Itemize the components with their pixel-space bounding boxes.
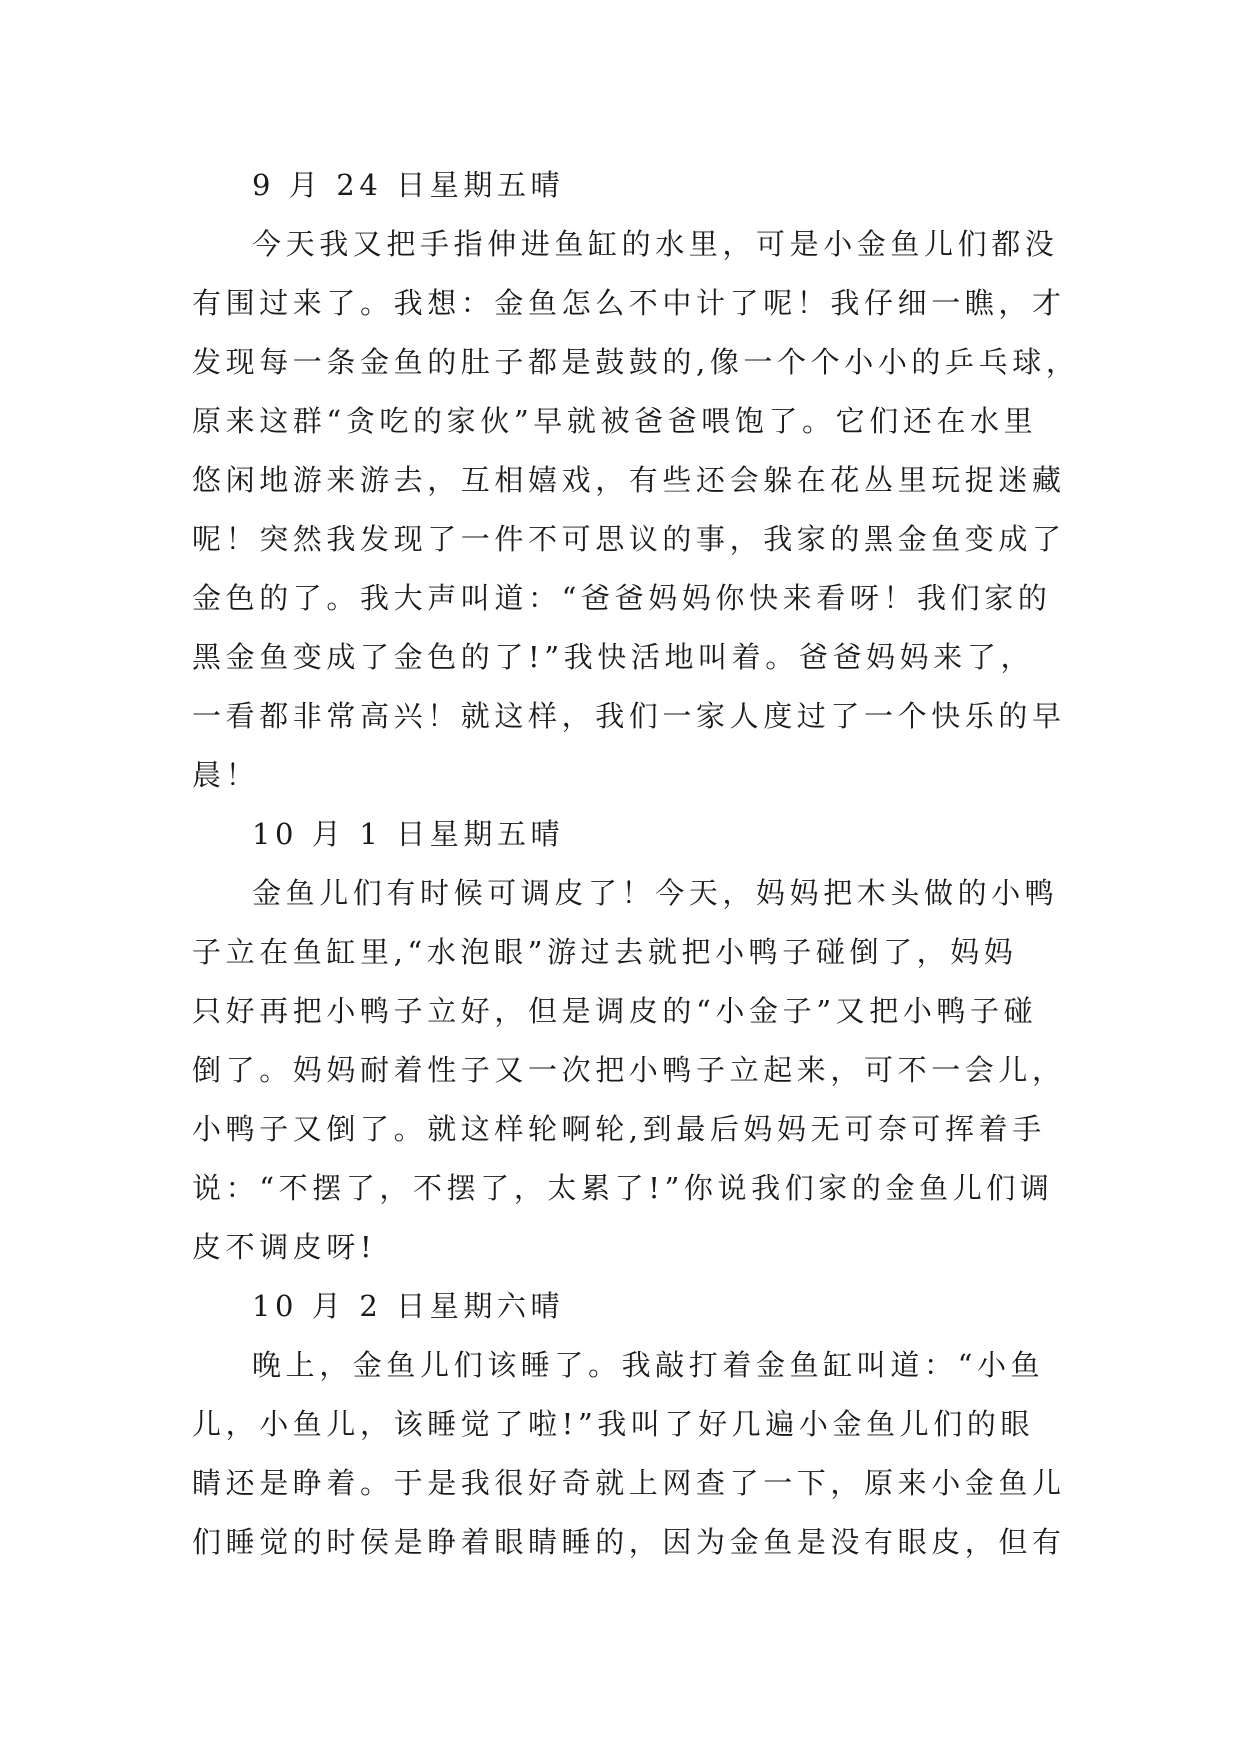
paragraph-line: 晚上，金鱼儿们该睡了。我敲打着金鱼缸叫道：“小鱼 (252, 1348, 1045, 1382)
paragraph-line: 子立在鱼缸里,“水泡眼”游过去就把小鸭子碰倒了，妈妈 (192, 935, 1018, 969)
paragraph-line: 发现每一条金鱼的肚子都是鼓鼓的,像一个个小小的乒乓球， (192, 345, 1080, 379)
paragraph-line: 倒了。妈妈耐着性子又一次把小鸭子立起来，可不一会儿， (192, 1053, 1066, 1087)
diary-date: 10 月 2 日星期六晴 (252, 1289, 565, 1323)
paragraph-line: 儿，小鱼儿，该睡觉了啦!”我叫了好几遍小金鱼儿们的眼 (192, 1407, 1035, 1441)
paragraph-line: 睛还是睁着。于是我很好奇就上网查了一下，原来小金鱼儿 (192, 1466, 1066, 1500)
paragraph-line: 说：“不摆了，不摆了，太累了!”你说我们家的金鱼儿们调 (192, 1171, 1054, 1205)
paragraph-line: 小鸭子又倒了。就这样轮啊轮,到最后妈妈无可奈可挥着手 (192, 1112, 1046, 1146)
paragraph-line: 只好再把小鸭子立好，但是调皮的“小金子”又把小鸭子碰 (192, 994, 1038, 1028)
diary-date: 9 月 24 日星期五晴 (252, 168, 565, 202)
diary-date: 10 月 1 日星期五晴 (252, 817, 565, 851)
paragraph-line: 呢！突然我发现了一件不可思议的事，我家的黑金鱼变成了 (192, 522, 1066, 556)
paragraph-line: 一看都非常高兴！就这样，我们一家人度过了一个快乐的早 (192, 699, 1066, 733)
paragraph-line: 有围过来了。我想：金鱼怎么不中计了呢！我仔细一瞧，才 (192, 286, 1066, 320)
paragraph-line: 悠闲地游来游去，互相嬉戏，有些还会躲在花丛里玩捉迷藏 (192, 463, 1066, 497)
paragraph-line: 皮不调皮呀! (192, 1230, 377, 1264)
paragraph-line: 原来这群“贪吃的家伙”早就被爸爸喂饱了。它们还在水里 (192, 404, 1038, 438)
paragraph-line: 金鱼儿们有时候可调皮了！今天，妈妈把木头做的小鸭 (252, 876, 1059, 910)
paragraph-line: 金色的了。我大声叫道：“爸爸妈妈你快来看呀！我们家的 (192, 581, 1052, 615)
paragraph-line: 黑金鱼变成了金色的了!”我快活地叫着。爸爸妈妈来了， (192, 640, 1035, 674)
paragraph-line: 晨！ (192, 758, 260, 792)
paragraph-line: 今天我又把手指伸进鱼缸的水里，可是小金鱼儿们都没 (252, 227, 1059, 261)
paragraph-line: 们睡觉的时侯是睁着眼睛睡的，因为金鱼是没有眼皮，但有 (192, 1525, 1066, 1559)
